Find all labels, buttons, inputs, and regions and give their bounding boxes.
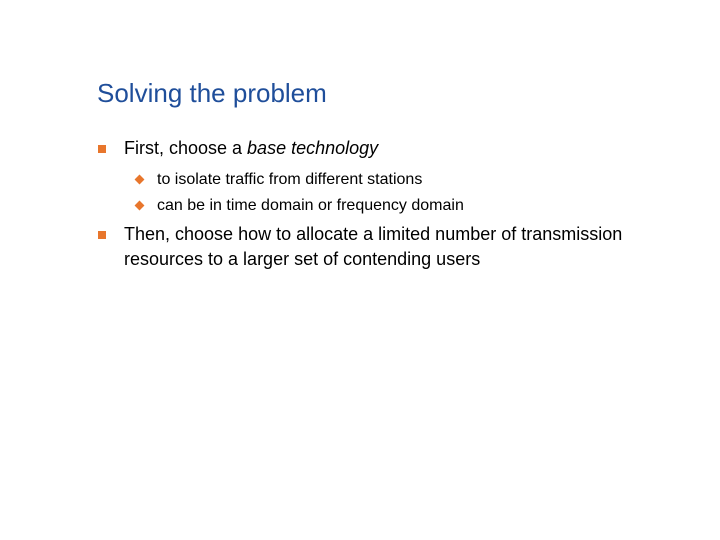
bullet-text — [124, 136, 378, 160]
sub-item-text: can be in time domain or frequency domain — [157, 197, 464, 214]
sub-item-text: to isolate traffic from different stations — [157, 171, 423, 188]
slide-title: Solving the problem — [97, 78, 327, 108]
diamond-bullet-icon — [135, 175, 145, 185]
diamond-bullet-icon — [135, 201, 145, 211]
bullet-text-line-2: resources to a larger set of contending users — [124, 249, 481, 269]
bullet-prefix-text: First, choose a — [124, 138, 248, 158]
bullet-text-line-1: Then, choose how to allocate a limited number of transmission — [124, 224, 623, 244]
square-bullet-icon — [98, 231, 106, 239]
emphasis-text: base technology — [247, 138, 379, 158]
square-bullet-icon — [98, 145, 106, 153]
